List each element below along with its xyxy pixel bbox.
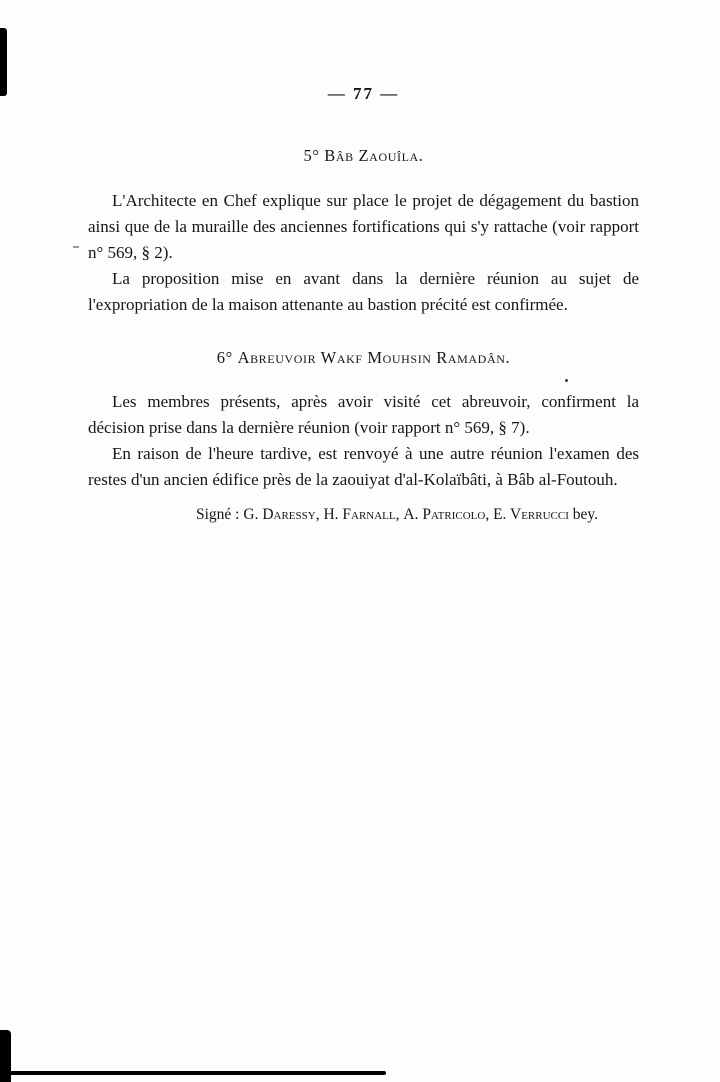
- scan-edge-artifact: [0, 1071, 386, 1075]
- scan-speck: [565, 379, 568, 382]
- paragraph: Les membres présents, après avoir visité cet abreuvoir, confirment la décision prise dans la dernière réunion (voir rapport n° 569, § 7).: [88, 392, 639, 437]
- scan-edge-artifact: [0, 28, 7, 96]
- document-page: [88, 0, 639, 527]
- signature-line: [88, 503, 639, 527]
- section-number: 6°: [216, 348, 233, 367]
- section-title: Abreuvoir Wakf Mouhsin Ramadân.: [237, 348, 511, 367]
- paragraph: L'Architecte en Chef explique sur place le projet de dégagement du bastion ainsi que de la muraille des anciennes fortifications qui s'y rattache (voir rapport n° 569, § 2).: [88, 191, 639, 262]
- section-number: 5°: [303, 146, 320, 165]
- signatory-name: H. Farnall: [323, 506, 396, 523]
- paragraph: En raison de l'heure tardive, est renvoyé à une autre réunion l'examen des restes d'un ancien édifice près de la zaouiyat d'al-Kolaïbâti, à Bâb al-Foutouh.: [88, 444, 639, 489]
- signatory-name: A. Patricolo: [403, 506, 486, 523]
- signatory-name: E. Verrucci: [493, 506, 569, 523]
- signature-separator: ,: [485, 506, 494, 523]
- signature-separator: ,: [395, 506, 404, 523]
- page-number: — 77 —: [327, 84, 400, 103]
- signature-suffix: bey.: [568, 506, 599, 523]
- signatory-name: G. Daressy: [243, 506, 316, 523]
- section-heading: [88, 348, 639, 368]
- signature-prefix: Signé :: [196, 506, 244, 523]
- section-title: Bâb Zaouîla.: [324, 146, 424, 165]
- section-heading: [88, 146, 639, 166]
- signature-separator: ,: [315, 506, 324, 523]
- scan-speck: [73, 246, 79, 248]
- paragraph: La proposition mise en avant dans la dernière réunion au sujet de l'expropriation de la maison attenante au bastion précité est confirmée.: [88, 269, 639, 314]
